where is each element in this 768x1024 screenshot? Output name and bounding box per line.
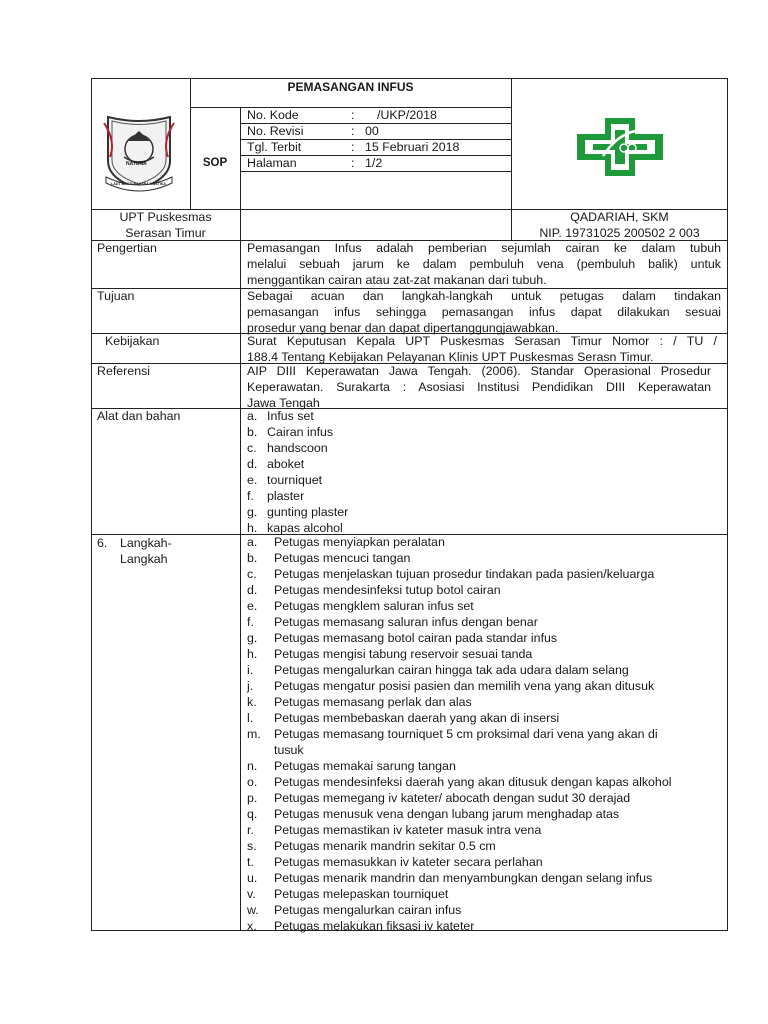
doc-info-value: 1/2 <box>365 156 383 170</box>
list-item <box>247 582 722 598</box>
list-item <box>247 838 722 854</box>
list-text: Petugas membebaskan daerah yang akan di insersi <box>274 711 560 725</box>
divider <box>240 209 241 930</box>
list-text: Petugas mengklem saluran infus set <box>274 599 474 613</box>
list-item <box>247 488 717 504</box>
document-title: PEMASANGAN INFUS <box>287 80 414 94</box>
list-text: Petugas menarik mandrin sekitar 0.5 cm <box>274 839 496 853</box>
list-marker: u. <box>247 871 258 885</box>
emblem-motto: LAUT BAKTI BAHTRA MUSTIKA <box>111 182 166 186</box>
list-marker: c. <box>247 441 257 455</box>
doc-info-separator: : <box>351 108 355 122</box>
list-text: Petugas melakukan fiksasi iv kateter <box>274 919 475 933</box>
list-item <box>247 854 722 870</box>
paragraph-line: Jawa Tengah <box>247 396 320 410</box>
list-item <box>247 504 717 520</box>
list-marker: v. <box>247 887 256 901</box>
list-marker: g. <box>247 505 258 519</box>
list-item <box>247 424 717 440</box>
list-item <box>247 886 722 902</box>
list-item <box>247 598 722 614</box>
signatory-name: QADARIAH, SKM <box>570 210 669 224</box>
list-marker: x. <box>247 919 257 933</box>
paragraph-line: prosedur yang benar dan dapat dipertanggungjawabkan. <box>247 321 559 335</box>
list-item <box>247 456 717 472</box>
list-text: Petugas mengatur posisi pasien dan memilih vena yang akan ditusuk <box>274 679 655 693</box>
signatory-nip: NIP. 19731025 200502 2 003 <box>539 226 700 240</box>
list-item <box>247 646 722 662</box>
list-marker: i. <box>247 663 254 677</box>
alat-dan-bahan-list <box>247 408 717 536</box>
list-item <box>247 726 722 742</box>
list-marker: t. <box>247 855 254 869</box>
list-text: Petugas menjelaskan tujuan prosedur tindakan pada pasien/keluarga <box>274 567 655 581</box>
list-marker: h. <box>247 521 258 535</box>
doc-info-value: 00 <box>365 124 379 138</box>
paragraph-line: Sebagai acuan dan langkah-langkah untuk petugas dalam tindakan <box>247 289 721 303</box>
list-marker: a. <box>247 409 258 423</box>
list-item <box>247 662 722 678</box>
list-marker: r. <box>247 823 254 837</box>
list-item <box>247 918 722 934</box>
list-text: Petugas memakai sarung tangan <box>274 759 456 773</box>
list-marker: b. <box>247 425 258 439</box>
list-item <box>247 710 722 726</box>
list-text: Petugas mengalurkan cairan infus <box>274 903 462 917</box>
paragraph-line: Surat Keputusan Kepala UPT Puskesmas Serasan Timur Nomor : / TU / <box>247 334 717 348</box>
paragraph-line: menggantikan cairan atau zat-zat makanan dari tubuh. <box>247 273 547 287</box>
list-marker: h. <box>247 647 258 661</box>
paragraph-line: pemasangan infus sehingga pemasangan infus dapat dilakukan sesuai <box>247 305 721 319</box>
unit-name-line1: UPT Puskesmas <box>119 210 212 224</box>
list-item <box>247 806 722 822</box>
puskesmas-logo <box>575 116 665 178</box>
list-text: tourniquet <box>267 473 323 487</box>
list-text: Petugas memasang tourniquet 5 cm proksimal dari vena yang akan di <box>274 727 658 741</box>
label-tujuan: Tujuan <box>97 289 135 303</box>
doc-info-separator: : <box>351 156 355 170</box>
langkah-langkah-list <box>247 534 722 934</box>
health-cross-icon <box>575 116 665 178</box>
doc-info-separator: : <box>351 124 355 138</box>
label-langkah-line2: Langkah <box>120 552 168 566</box>
list-item <box>247 614 722 630</box>
list-item <box>247 758 722 774</box>
divider <box>240 171 511 172</box>
list-text: plaster <box>267 489 305 503</box>
list-text: Petugas menyiapkan peralatan <box>274 535 445 549</box>
list-text: Petugas menusuk vena dengan lubang jarum menghadap atas <box>274 807 620 821</box>
list-text: kapas alcohol <box>267 521 343 535</box>
list-item <box>247 822 722 838</box>
list-marker: w. <box>247 903 259 917</box>
list-marker: b. <box>247 551 258 565</box>
list-marker: g. <box>247 631 258 645</box>
emblem-name: NATUNA <box>126 161 147 167</box>
list-text: Petugas memasukkan iv kateter secara perlahan <box>274 855 543 869</box>
sop-label: SOP <box>202 157 228 169</box>
list-text: Petugas mengalurkan cairan hingga tak ada udara dalam selang <box>274 663 629 677</box>
list-marker: n. <box>247 759 258 773</box>
list-marker: d. <box>247 583 258 597</box>
list-item <box>247 472 717 488</box>
divider <box>190 78 191 209</box>
list-text: Petugas mendesinfeksi daerah yang akan ditusuk dengan kapas alkohol <box>274 775 672 789</box>
divider <box>511 78 512 209</box>
doc-info-separator: : <box>351 140 355 154</box>
list-item <box>247 678 722 694</box>
list-text: Petugas memasang perlak dan alas <box>274 695 472 709</box>
list-text: gunting plaster <box>267 505 349 519</box>
list-marker: l. <box>247 711 254 725</box>
paragraph-line: Keperawatan. Surakarta : Asosiasi Institusi Pendidikan DIII Keperawatan <box>247 380 711 394</box>
label-pengertian: Pengertian <box>97 241 157 255</box>
list-item <box>247 694 722 710</box>
paragraph-line: melalui sebuah jarum ke dalam pembuluh vena (pembuluh balik) untuk <box>247 257 721 271</box>
list-text: Petugas melepaskan tourniquet <box>274 887 449 901</box>
list-item <box>247 790 722 806</box>
paragraph-line: Pemasangan Infus adalah pemberian sejumlah cairan ke dalam tubuh <box>247 241 721 255</box>
list-text: Cairan infus <box>267 425 334 439</box>
list-marker: o. <box>247 775 258 789</box>
list-marker: d. <box>247 457 258 471</box>
list-item <box>247 440 717 456</box>
list-marker: c. <box>247 567 257 581</box>
list-text: Petugas mendesinfeksi tutup botol cairan <box>274 583 501 597</box>
unit-name-line2: Serasan Timur <box>125 226 206 240</box>
list-item <box>247 566 722 582</box>
list-item <box>247 630 722 646</box>
paragraph-line: AIP DIII Keperawatan Jawa Tengah. (2006). Standar Operasional Prosedur <box>247 364 711 378</box>
list-text: Petugas mencuci tangan <box>274 551 411 565</box>
list-text: Infus set <box>267 409 314 423</box>
list-item <box>247 902 722 918</box>
list-text: aboket <box>267 457 305 471</box>
list-marker: e. <box>247 599 258 613</box>
list-marker: f. <box>247 489 254 503</box>
doc-info-label: No. Kode <box>247 108 299 122</box>
list-item <box>247 774 722 790</box>
list-text: tusuk <box>274 743 304 757</box>
doc-info-label: No. Revisi <box>247 124 304 138</box>
list-text: handscoon <box>267 441 328 455</box>
list-marker: f. <box>247 615 254 629</box>
list-item <box>247 550 722 566</box>
list-text: Petugas mengisi tabung reservoir sesuai tanda <box>274 647 533 661</box>
list-marker: k. <box>247 695 257 709</box>
list-marker: j. <box>247 679 254 693</box>
list-marker: p. <box>247 791 258 805</box>
list-marker: q. <box>247 807 258 821</box>
list-item <box>247 870 722 886</box>
list-item <box>247 408 717 424</box>
list-item <box>247 534 722 550</box>
label-alat-dan-bahan: Alat dan bahan <box>97 409 181 423</box>
list-text: Petugas menarik mandrin dan menyambungkan dengan selang infus <box>274 871 653 885</box>
list-text: Petugas memasang saluran infus dengan benar <box>274 615 538 629</box>
label-referensi: Referensi <box>97 364 151 378</box>
doc-info-value: 15 Februari 2018 <box>365 140 460 154</box>
list-text: Petugas memasang botol cairan pada standar infus <box>274 631 558 645</box>
doc-info-label: Tgl. Terbit <box>247 140 302 154</box>
list-marker: s. <box>247 839 257 853</box>
paragraph-line: 188.4 Tentang Kebijakan Pelayanan Klinis UPT Puskesmas Serasn Timur. <box>247 350 654 364</box>
regency-emblem <box>96 111 182 195</box>
label-kebijakan: Kebijakan <box>105 334 160 348</box>
label-langkah-line1: Langkah- <box>120 536 172 550</box>
doc-info-value: /UKP/2018 <box>377 108 437 122</box>
list-marker: a. <box>247 535 258 549</box>
list-marker: m. <box>247 727 261 741</box>
list-item <box>247 742 722 758</box>
doc-info-label: Halaman <box>247 156 297 170</box>
list-text: Petugas memegang iv kateter/ abocath dengan sudut 30 derajad <box>274 791 631 805</box>
label-langkah-number: 6. <box>97 536 108 550</box>
list-marker: e. <box>247 473 258 487</box>
list-text: Petugas memastikan iv kateter masuk intra vena <box>274 823 542 837</box>
